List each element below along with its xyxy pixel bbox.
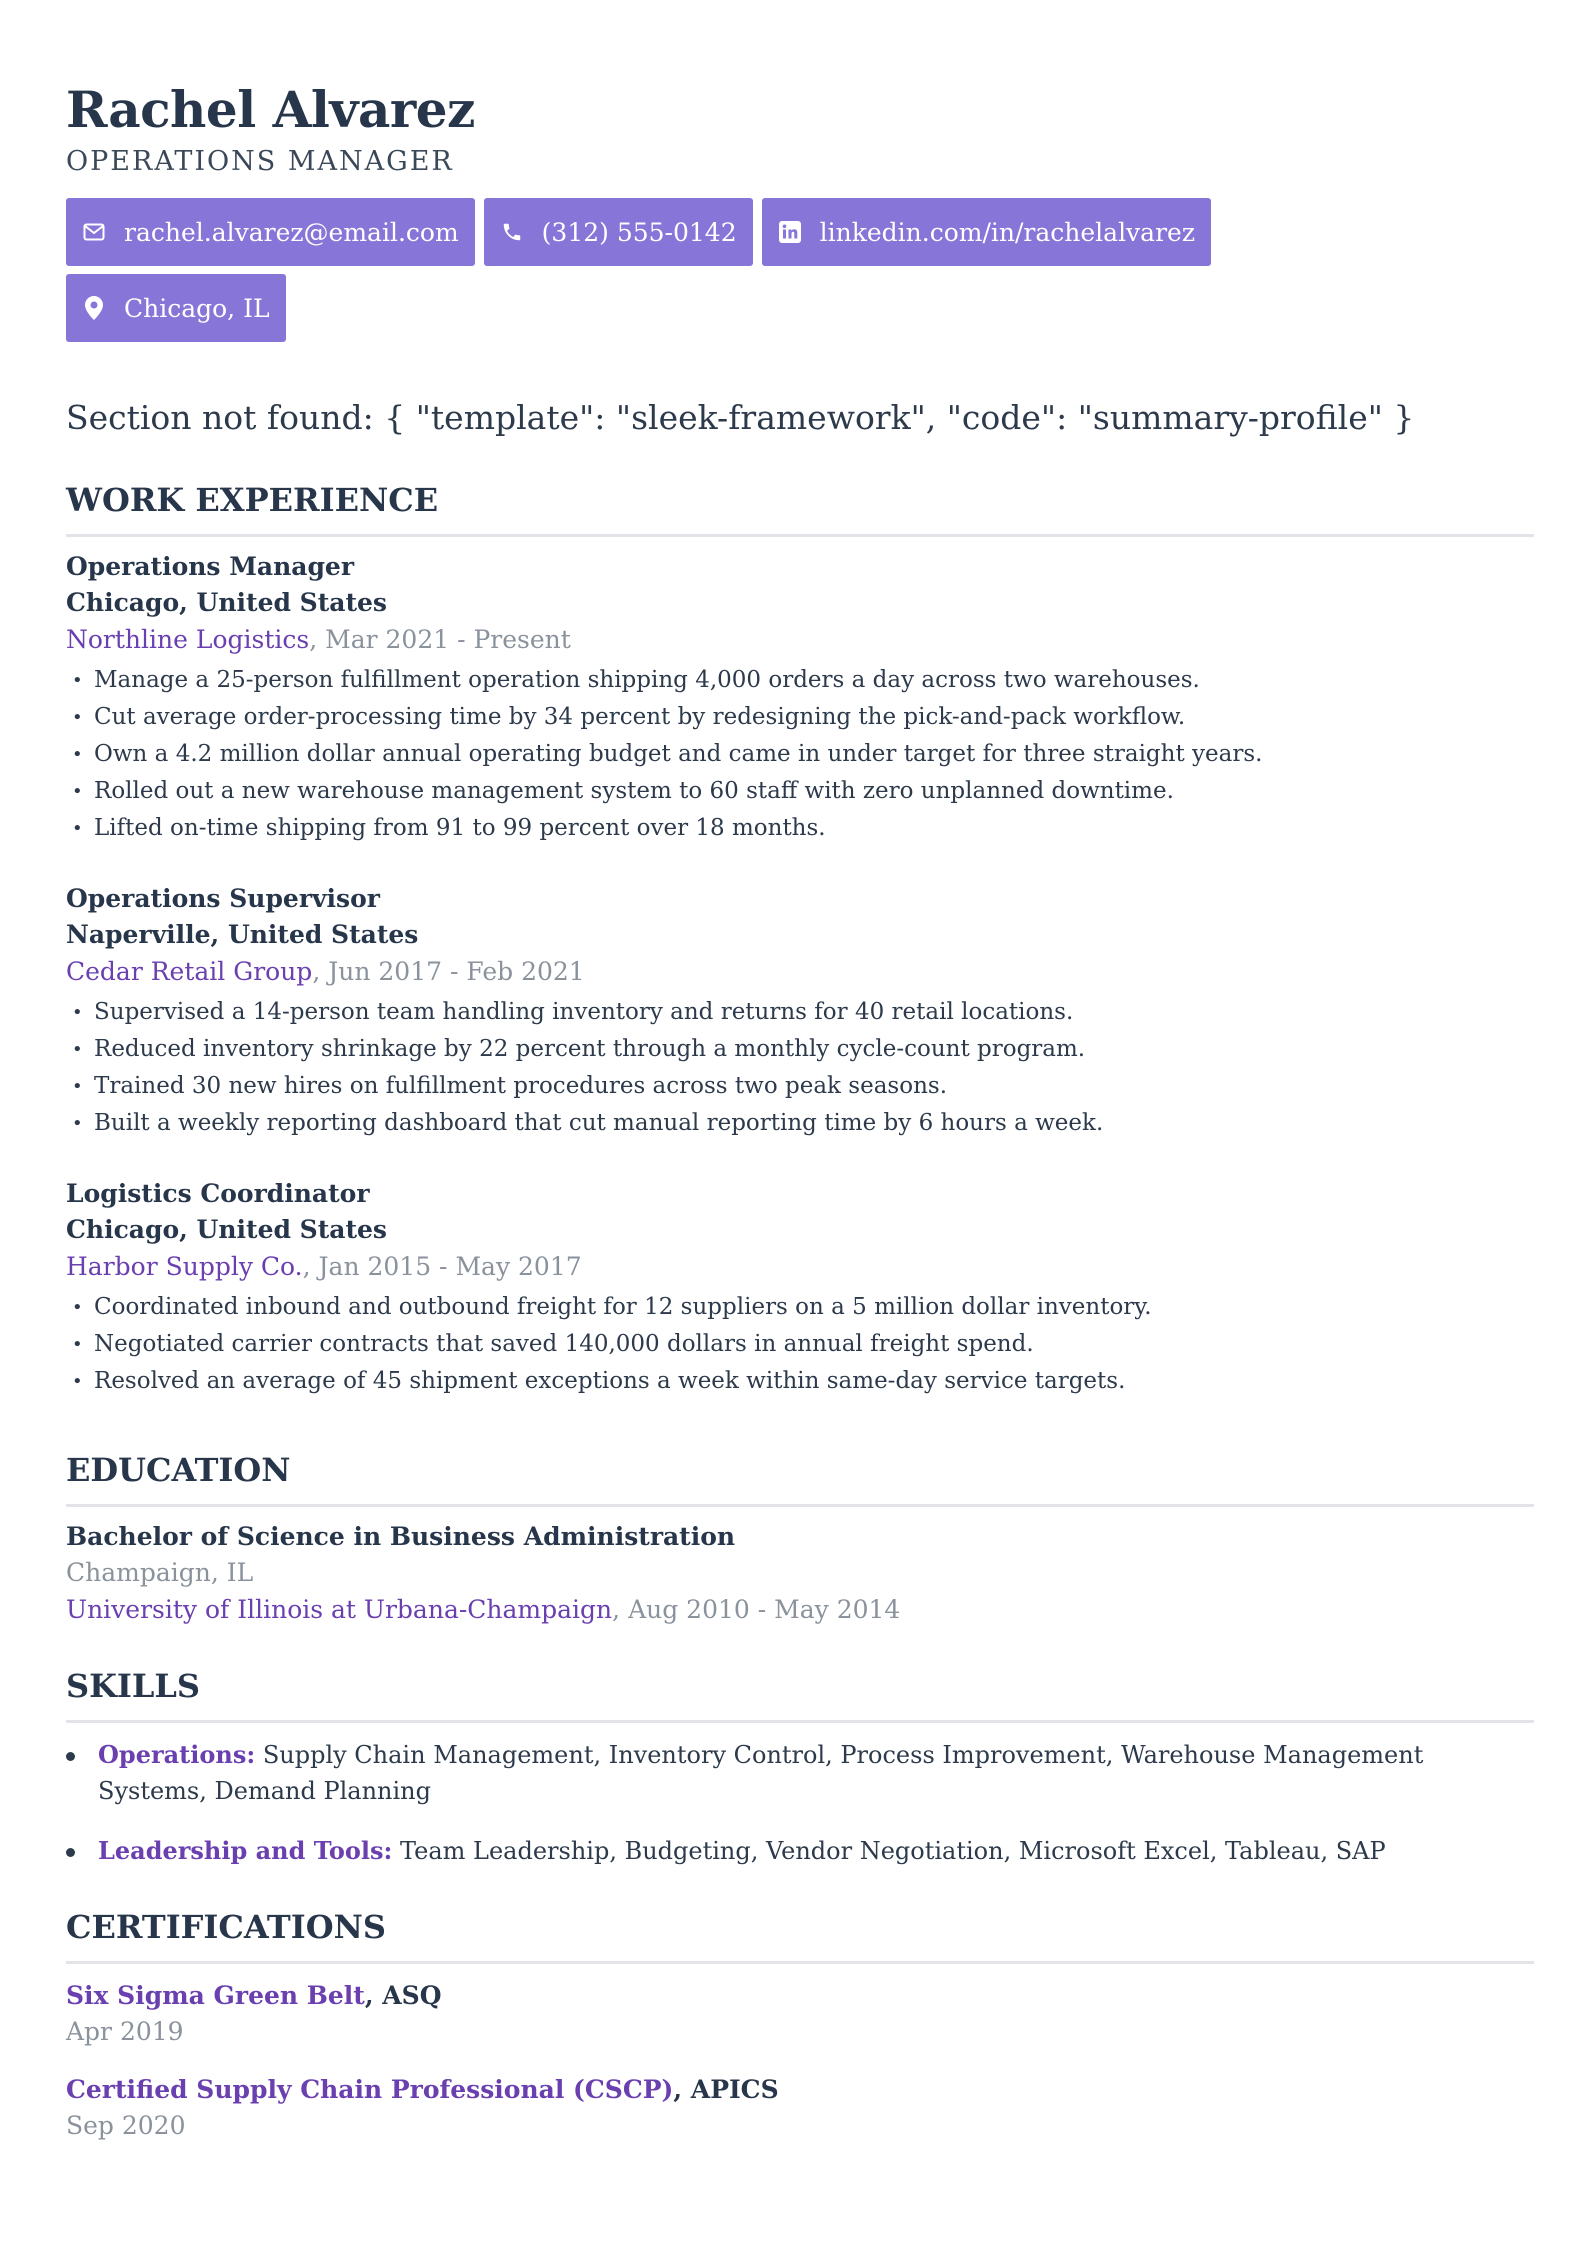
section-heading: WORK EXPERIENCE (66, 478, 1534, 537)
separator: , (302, 1252, 319, 1281)
job-title: Operations Supervisor (66, 884, 380, 913)
missing-section-notice: Section not found: { "template": "sleek-framework", "code": "summary-profile" } (66, 398, 1415, 437)
job-company-line (66, 953, 1534, 990)
phone-text: (312) 555-0142 (541, 217, 737, 247)
job-entry (66, 1176, 1534, 1400)
list-item: • Negotiated carrier contracts that saved 140,000 dollars in annual freight spend. (66, 1326, 1534, 1363)
job-entry (66, 549, 1534, 847)
separator: , (673, 2075, 691, 2104)
email-chip[interactable] (66, 198, 475, 266)
skills-section (66, 1664, 1534, 1869)
list-item: • Cut average order-processing time by 34 percent by redesigning the pick-and-pack workflow. (66, 699, 1534, 736)
job-bullets (66, 994, 1534, 1142)
list-item: • Manage a 25-person fulfillment operation shipping 4,000 orders a day across two warehouses. (66, 662, 1534, 699)
education-section (66, 1448, 1534, 1628)
certification-name: Six Sigma Green Belt (66, 1981, 365, 2010)
job-dates: Jun 2017 - Feb 2021 (328, 957, 585, 986)
section-heading: SKILLS (66, 1664, 1534, 1723)
linkedin-chip[interactable] (762, 198, 1211, 266)
job-company-line (66, 1248, 1534, 1285)
skill-category: Operations: (98, 1740, 256, 1769)
contact-bar (66, 198, 1266, 350)
company-name: Northline Logistics (66, 625, 310, 654)
school-line (66, 1591, 1534, 1628)
resume-page (66, 78, 1534, 2144)
certification-entry (66, 1978, 1534, 2050)
certification-issuer: APICS (690, 2075, 779, 2104)
location-text: Chicago, IL (124, 293, 270, 323)
list-item: • Rolled out a new warehouse management system to 60 staff with zero unplanned downtime. (66, 773, 1534, 810)
job-bullets (66, 662, 1534, 847)
work-experience-section (66, 478, 1534, 1400)
mail-icon (82, 220, 106, 244)
certification-name: Certified Supply Chain Professional (CSCP) (66, 2075, 674, 2104)
email-text: rachel.alvarez@email.com (124, 217, 459, 247)
certification-date: Sep 2020 (66, 2111, 186, 2140)
separator: , (364, 1981, 383, 2010)
certification-date: Apr 2019 (66, 2017, 184, 2046)
job-entry (66, 881, 1534, 1142)
separator: , (612, 1595, 629, 1624)
education-location: Champaign, IL (66, 1558, 254, 1587)
skill-category: Leadership and Tools: (98, 1836, 393, 1865)
company-name: Cedar Retail Group (66, 957, 313, 986)
linkedin-text: linkedin.com/in/rachelalvarez (819, 217, 1196, 247)
company-name: Harbor Supply Co. (66, 1252, 303, 1281)
education-entry (66, 1519, 1534, 1628)
certification-line (66, 1978, 1534, 2014)
list-item: • Coordinated inbound and outbound freight for 12 suppliers on a 5 million dollar inventory. (66, 1289, 1534, 1326)
phone-icon (500, 220, 524, 244)
certification-line (66, 2072, 1534, 2108)
candidate-name: Rachel Alvarez (66, 80, 475, 139)
skill-group (66, 1833, 1518, 1869)
list-item: • Lifted on-time shipping from 91 to 99 percent over 18 months. (66, 810, 1534, 847)
job-dates: Mar 2021 - Present (325, 625, 571, 654)
certifications-section (66, 1905, 1534, 2144)
certification-entry (66, 2072, 1534, 2144)
list-item: • Supervised a 14-person team handling inventory and returns for 40 retail locations. (66, 994, 1534, 1031)
skills-list (66, 1737, 1534, 1869)
job-title: Logistics Coordinator (66, 1179, 370, 1208)
skill-group (66, 1737, 1518, 1809)
list-item: • Trained 30 new hires on fulfillment procedures across two peak seasons. (66, 1068, 1534, 1105)
list-item: • Own a 4.2 million dollar annual operating budget and came in under target for three straight years. (66, 736, 1534, 773)
separator: , (312, 957, 329, 986)
education-dates: Aug 2010 - May 2014 (628, 1595, 901, 1624)
skill-values: Team Leadership, Budgeting, Vendor Negotiation, Microsoft Excel, Tableau, SAP (392, 1837, 1386, 1865)
section-heading: CERTIFICATIONS (66, 1905, 1534, 1964)
skill-values: Supply Chain Management, Inventory Control, Process Improvement, Warehouse Management Systems, Demand Planning (98, 1741, 1424, 1805)
degree-title: Bachelor of Science in Business Administration (66, 1522, 736, 1551)
job-location: Naperville, United States (66, 920, 419, 949)
job-location: Chicago, United States (66, 588, 387, 617)
school-name: University of Illinois at Urbana-Champaign (66, 1595, 613, 1624)
job-location: Chicago, United States (66, 1215, 387, 1244)
job-company-line (66, 621, 1534, 658)
list-item: • Reduced inventory shrinkage by 22 percent through a monthly cycle-count program. (66, 1031, 1534, 1068)
section-heading: EDUCATION (66, 1448, 1534, 1507)
separator: , (309, 625, 326, 654)
candidate-title: OPERATIONS MANAGER (66, 146, 454, 177)
list-item: • Built a weekly reporting dashboard that cut manual reporting time by 6 hours a week. (66, 1105, 1534, 1142)
linkedin-icon (778, 220, 802, 244)
job-title: Operations Manager (66, 552, 355, 581)
list-item: • Resolved an average of 45 shipment exceptions a week within same-day service targets. (66, 1363, 1534, 1400)
phone-chip[interactable] (484, 198, 753, 266)
certification-issuer: ASQ (382, 1981, 442, 2010)
job-bullets (66, 1289, 1534, 1400)
location-chip (66, 274, 286, 342)
map-pin-icon (82, 296, 106, 320)
job-dates: Jan 2015 - May 2017 (318, 1252, 582, 1281)
